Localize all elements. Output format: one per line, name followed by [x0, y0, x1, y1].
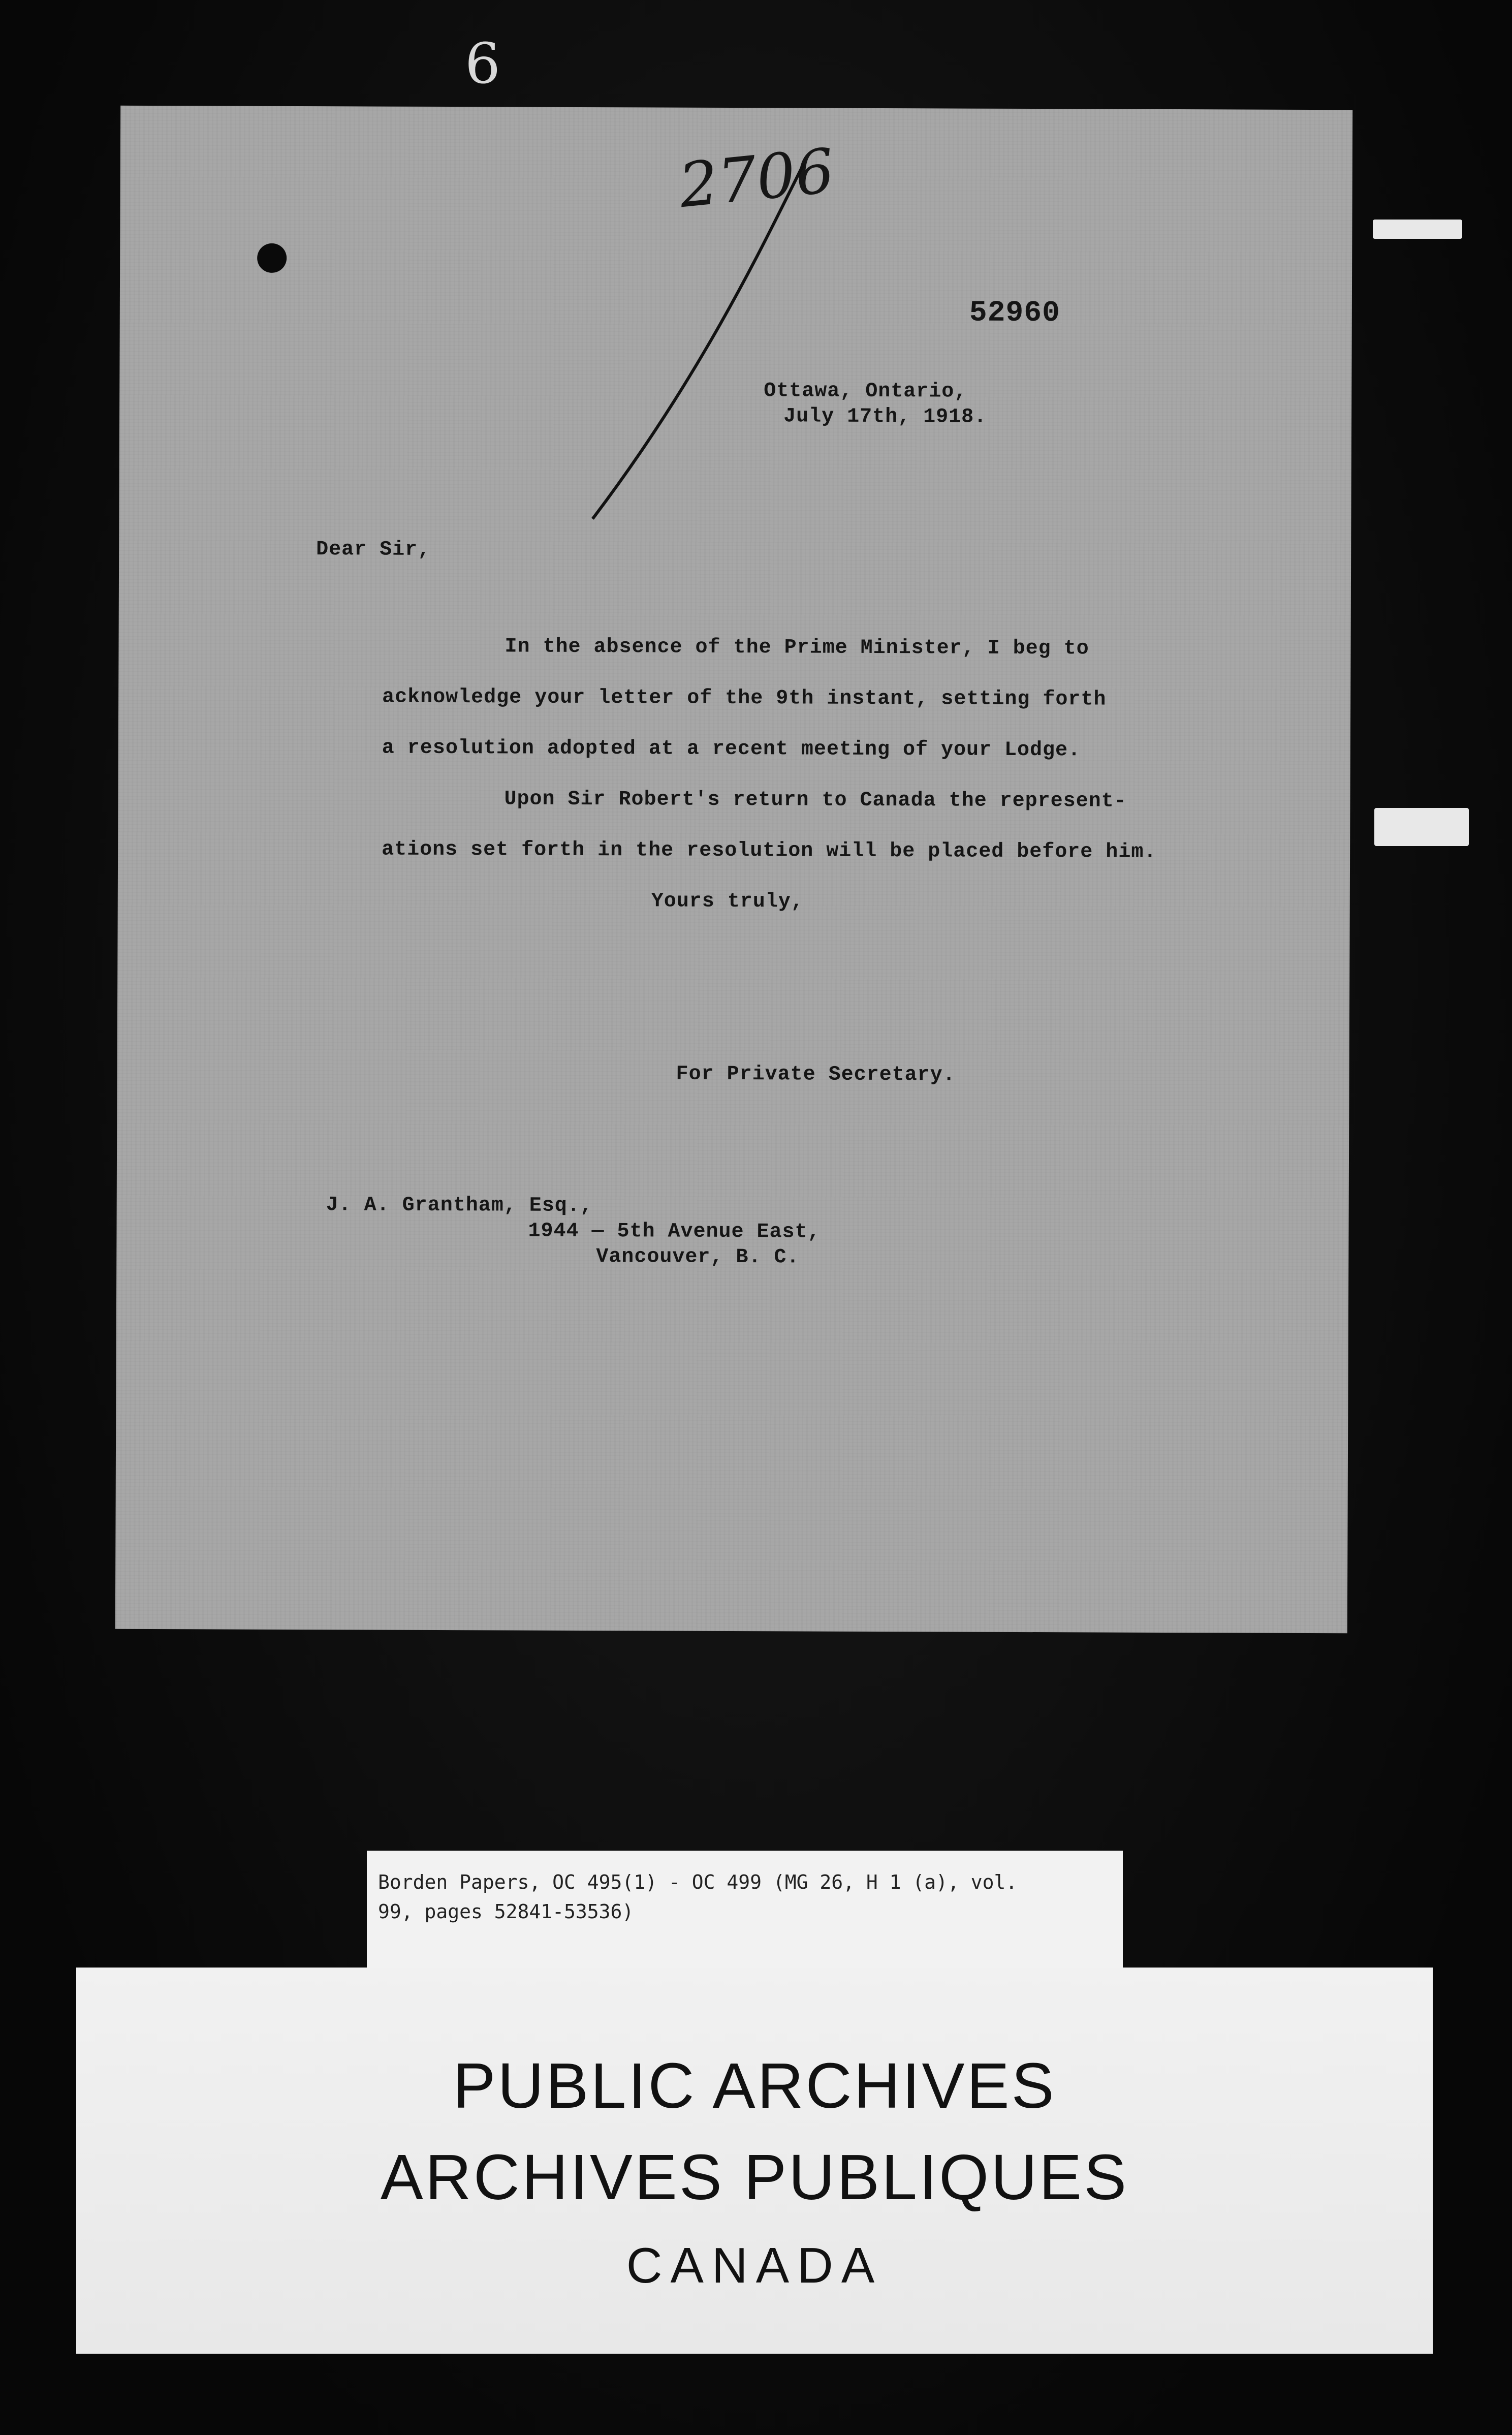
letter-date: July 17th, 1918. [783, 405, 987, 429]
body-line: ations set forth in the resolution will be placed before him. [382, 838, 1157, 864]
pen-stroke [115, 106, 1352, 1633]
letter-place: Ottawa, Ontario, [764, 380, 967, 403]
collection-label [367, 1851, 1123, 1973]
collection-label-line: Borden Papers, OC 495(1) - OC 499 (MG 26, H 1 (a), vol. [378, 1871, 1018, 1893]
collection-label-line: 99, pages 52841-53536) [378, 1900, 634, 1923]
handwritten-file-number: 2706 [676, 136, 838, 222]
handwritten-corner-mark: 6 [465, 31, 500, 96]
body-line: acknowledge your letter of the 9th instant, setting forth [382, 685, 1107, 711]
archives-card-country: CANADA [626, 2237, 883, 2293]
archives-card-title-fr: ARCHIVES PUBLIQUES [380, 2141, 1129, 2213]
closing: Yours truly, [651, 890, 804, 914]
page-number: 52960 [969, 296, 1060, 330]
archives-card [76, 1968, 1433, 2354]
archives-card-title-en: PUBLIC ARCHIVES [453, 2050, 1056, 2121]
body-line: Upon Sir Robert's return to Canada the represent- [504, 788, 1127, 813]
addressee-city: Vancouver, B. C. [596, 1245, 800, 1269]
film-edge-tab-middle [1374, 808, 1469, 846]
letter-page [115, 106, 1352, 1633]
film-edge-tab-top [1373, 220, 1462, 239]
signature-line: For Private Secretary. [676, 1063, 956, 1087]
addressee-name: J. A. Grantham, Esq., [326, 1194, 593, 1218]
body-line: In the absence of the Prime Minister, I beg to [505, 635, 1089, 661]
salutation: Dear Sir, [316, 538, 431, 561]
addressee-street: 1944 — 5th Avenue East, [528, 1220, 821, 1244]
body-line: a resolution adopted at a recent meeting of your Lodge. [382, 736, 1081, 762]
